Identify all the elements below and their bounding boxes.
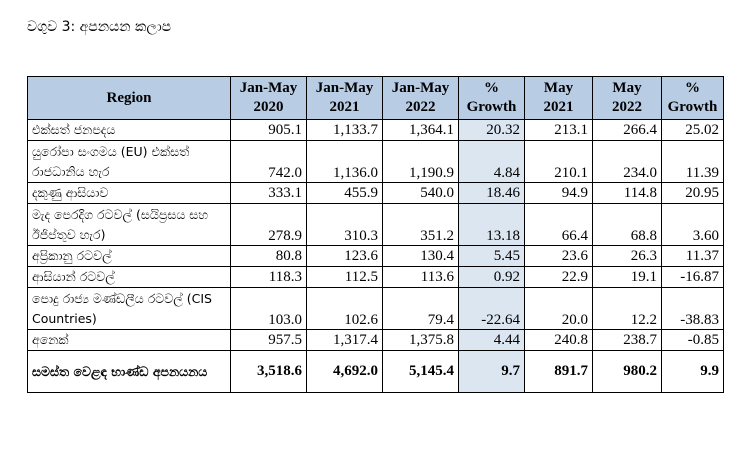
region-cell: සමස්ත වෙළඳ භාණ්ඩ අපනයනය: [28, 351, 231, 393]
value-cell: 19.1: [593, 267, 662, 288]
value-cell: 12.2: [593, 288, 662, 330]
table-row: [28, 204, 724, 246]
value-cell: 3.60: [662, 204, 724, 246]
value-cell: 26.3: [593, 246, 662, 267]
value-cell: 240.8: [525, 330, 593, 351]
value-cell: 4.44: [459, 330, 525, 351]
value-cell: 3,518.6: [231, 351, 307, 393]
value-cell: 79.4: [383, 288, 459, 330]
region-cell: ආසියාන් රටවල්: [28, 267, 231, 288]
value-cell: 957.5: [231, 330, 307, 351]
value-cell: 9.7: [459, 351, 525, 393]
table-row: [28, 120, 724, 141]
value-cell: 1,317.4: [307, 330, 383, 351]
value-cell: 1,133.7: [307, 120, 383, 141]
value-cell: 210.1: [525, 141, 593, 183]
value-cell: 11.37: [662, 246, 724, 267]
region-cell: දකුණු ආසියාව: [28, 183, 231, 204]
value-cell: 213.1: [525, 120, 593, 141]
value-cell: 455.9: [307, 183, 383, 204]
value-cell: 351.2: [383, 204, 459, 246]
table-row: [28, 183, 724, 204]
table-row: [28, 330, 724, 351]
value-cell: 234.0: [593, 141, 662, 183]
value-cell: -0.85: [662, 330, 724, 351]
value-cell: 266.4: [593, 120, 662, 141]
table-row: [28, 288, 724, 330]
value-cell: 112.5: [307, 267, 383, 288]
region-cell: මැද පෙරදිග රටවල් (සයිප්‍රසය සහ ඊජිප්තුව හැර): [28, 204, 231, 246]
value-cell: 118.3: [231, 267, 307, 288]
value-cell: 66.4: [525, 204, 593, 246]
header-may-2021: May 2021: [525, 77, 593, 120]
value-cell: 0.92: [459, 267, 525, 288]
value-cell: 123.6: [307, 246, 383, 267]
value-cell: 102.6: [307, 288, 383, 330]
value-cell: 113.6: [383, 267, 459, 288]
export-regions-table: [27, 76, 724, 393]
value-cell: -22.64: [459, 288, 525, 330]
value-cell: 5.45: [459, 246, 525, 267]
value-cell: 540.0: [383, 183, 459, 204]
table-row: [28, 246, 724, 267]
value-cell: 20.95: [662, 183, 724, 204]
value-cell: 1,364.1: [383, 120, 459, 141]
value-cell: 25.02: [662, 120, 724, 141]
value-cell: 1,375.8: [383, 330, 459, 351]
value-cell: 23.6: [525, 246, 593, 267]
header-jan-may-2021: Jan-May 2021: [307, 77, 383, 120]
value-cell: 333.1: [231, 183, 307, 204]
header-may-2022: May 2022: [593, 77, 662, 120]
value-cell: 905.1: [231, 120, 307, 141]
header-row: [28, 77, 724, 120]
value-cell: 4.84: [459, 141, 525, 183]
region-cell: අප්‍රිකානු රටවල්: [28, 246, 231, 267]
region-cell: අනෙක්: [28, 330, 231, 351]
value-cell: 94.9: [525, 183, 593, 204]
header-growth-jan-may: % Growth: [459, 77, 525, 120]
value-cell: 20.0: [525, 288, 593, 330]
value-cell: 114.8: [593, 183, 662, 204]
header-jan-may-2020: Jan-May 2020: [231, 77, 307, 120]
value-cell: 13.18: [459, 204, 525, 246]
table-row: [28, 141, 724, 183]
value-cell: 238.7: [593, 330, 662, 351]
value-cell: 310.3: [307, 204, 383, 246]
value-cell: 742.0: [231, 141, 307, 183]
region-cell: එක්සත් ජනපදය: [28, 120, 231, 141]
total-row: [28, 351, 724, 393]
value-cell: 18.46: [459, 183, 525, 204]
region-cell: යුරෝපා සංගමය (EU) එක්සත් රාජධානිය හැර: [28, 141, 231, 183]
value-cell: -38.83: [662, 288, 724, 330]
value-cell: 891.7: [525, 351, 593, 393]
value-cell: 9.9: [662, 351, 724, 393]
header-region: Region: [28, 77, 231, 120]
value-cell: 20.32: [459, 120, 525, 141]
value-cell: 1,190.9: [383, 141, 459, 183]
table-row: [28, 267, 724, 288]
value-cell: 980.2: [593, 351, 662, 393]
value-cell: 278.9: [231, 204, 307, 246]
region-cell: පොදු රාජ්‍ය මණ්ඩලීය රටවල් (CIS Countries): [28, 288, 231, 330]
value-cell: 11.39: [662, 141, 724, 183]
header-growth-may: % Growth: [662, 77, 724, 120]
value-cell: -16.87: [662, 267, 724, 288]
value-cell: 5,145.4: [383, 351, 459, 393]
header-jan-may-2022: Jan-May 2022: [383, 77, 459, 120]
value-cell: 103.0: [231, 288, 307, 330]
value-cell: 4,692.0: [307, 351, 383, 393]
value-cell: 80.8: [231, 246, 307, 267]
value-cell: 68.8: [593, 204, 662, 246]
table-caption: වගුව 3: අපනයන කලාප: [27, 19, 172, 35]
value-cell: 130.4: [383, 246, 459, 267]
value-cell: 22.9: [525, 267, 593, 288]
value-cell: 1,136.0: [307, 141, 383, 183]
